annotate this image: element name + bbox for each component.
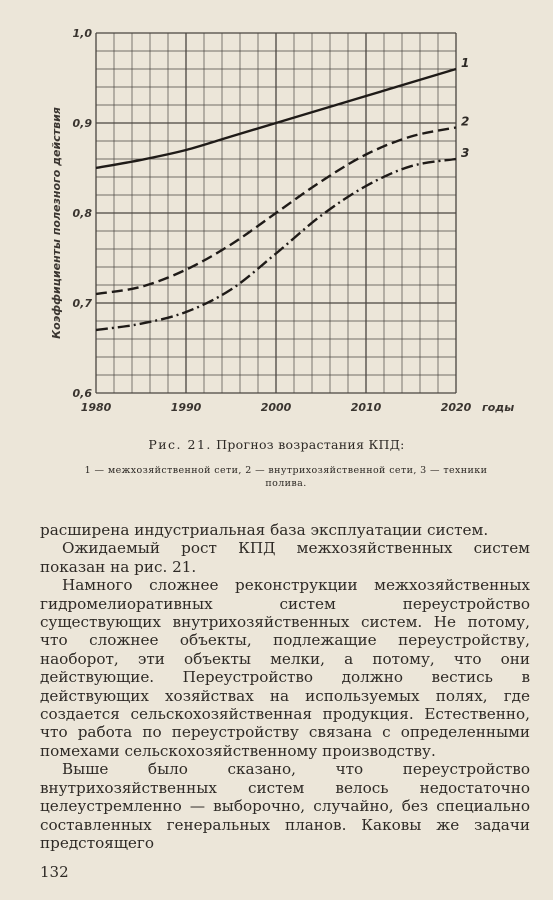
series-label-1: 1 bbox=[461, 56, 470, 70]
chart-labels bbox=[50, 27, 514, 414]
x-tick-label: 2000 bbox=[260, 401, 292, 414]
paragraph-3: Выше было сказано, что переустройство внутрихозяйственных систем велось недостаточно целеустремленно — выборочно, случайно, без специально составленных генеральных планов. Каковы же задачи предстоящего bbox=[40, 760, 530, 852]
body-text bbox=[40, 521, 530, 852]
y-tick-label: 0,8 bbox=[72, 207, 92, 220]
x-tick-label: 1980 bbox=[80, 401, 112, 414]
x-axis-label: годы bbox=[482, 401, 515, 414]
figure-legend: 1 — межхозяйственной сети, 2 — внутрихозяйственной сети, 3 — техники полива. bbox=[84, 465, 488, 489]
paragraph-2: Намного сложнее реконструкции межхозяйственных гидромелиоративных систем переустройство существующих внутрихозяйственных систем. Не потому, что сложнее объекты, подлежащие переустройству, наоборот, эти объекты мелки, а потому, что они действующие. Переустройство должно вестись в действующих хозяйствах на используемых полях, где создается сельскохозяйственная продукция. Естественно, что работа по переустройству связана с определенными помехами сельскохозяйственному производству. bbox=[40, 576, 530, 760]
y-tick-label: 0,9 bbox=[72, 117, 92, 130]
paragraph-0: расширена индустриальная база эксплуатации систем. bbox=[40, 521, 489, 539]
figure-caption bbox=[0, 437, 553, 452]
paragraph-1: Ожидаемый рост КПД межхозяйственных систем показан на рис. 21. bbox=[40, 539, 530, 576]
x-tick-label: 2020 bbox=[440, 401, 472, 414]
figure-title: Прогноз возрастания КПД: bbox=[216, 437, 405, 452]
x-tick-label: 2010 bbox=[350, 401, 382, 414]
figure-label: Рис. 21. bbox=[148, 437, 212, 452]
page-number: 132 bbox=[40, 863, 69, 881]
y-tick-label: 1,0 bbox=[72, 27, 92, 40]
kpd-forecast-chart bbox=[0, 0, 553, 440]
series-label-2: 2 bbox=[461, 114, 470, 129]
y-axis-label: Коэффициенты полезного действия bbox=[50, 107, 63, 339]
y-tick-label: 0,6 bbox=[72, 387, 92, 400]
x-tick-label: 1990 bbox=[170, 401, 202, 414]
y-tick-label: 0,7 bbox=[72, 297, 92, 310]
series-label-3: 3 bbox=[461, 146, 470, 160]
